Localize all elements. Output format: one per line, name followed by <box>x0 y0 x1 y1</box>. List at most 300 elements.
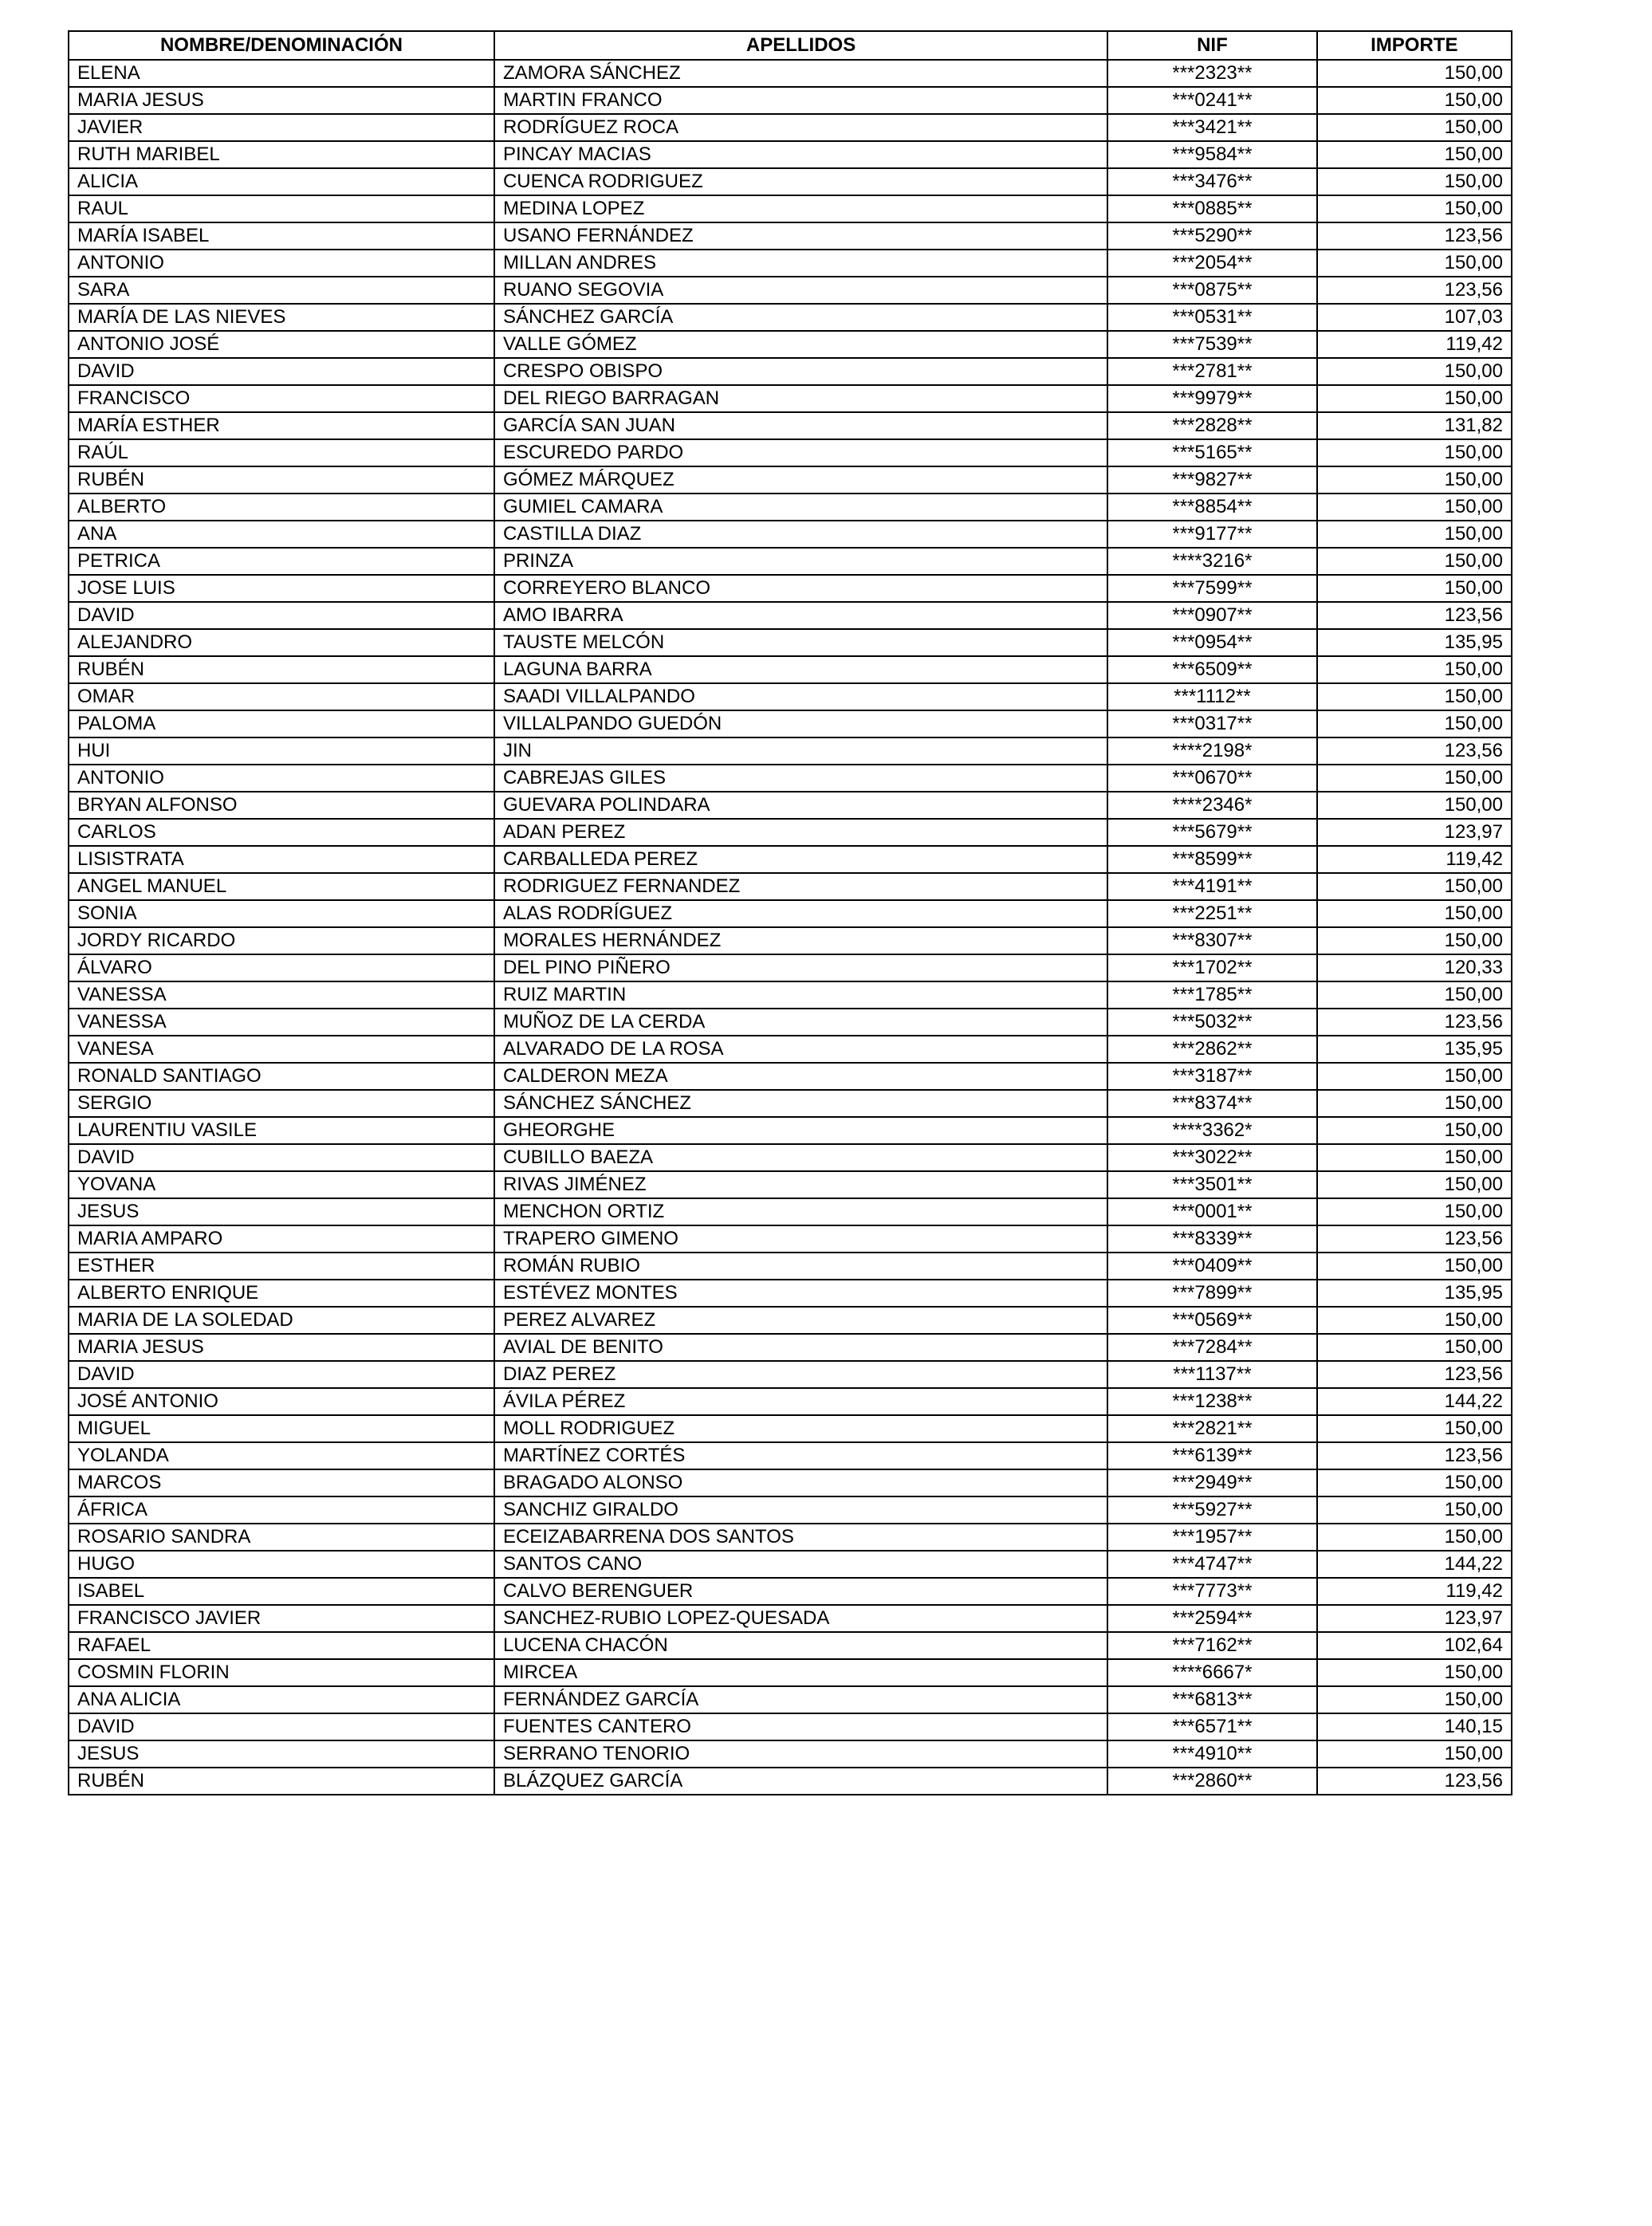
cell-apellidos: RODRIGUEZ FERNANDEZ <box>494 873 1107 900</box>
cell-importe: 123,56 <box>1317 737 1512 765</box>
cell-importe: 150,00 <box>1317 1659 1512 1686</box>
cell-nif: ***3476** <box>1107 168 1316 195</box>
cell-nombre: ALICIA <box>69 168 494 195</box>
cell-nif: ***0001** <box>1107 1198 1316 1225</box>
table-row <box>69 765 1512 792</box>
table-row <box>69 873 1512 900</box>
table-row <box>69 1198 1512 1225</box>
cell-apellidos: FERNÁNDEZ GARCÍA <box>494 1686 1107 1713</box>
table-row <box>69 1361 1512 1388</box>
cell-nombre: MARIA JESUS <box>69 87 494 114</box>
cell-importe: 123,56 <box>1317 1442 1512 1469</box>
table-header <box>69 31 1512 60</box>
cell-apellidos: ÁVILA PÉREZ <box>494 1388 1107 1415</box>
cell-nombre: YOLANDA <box>69 1442 494 1469</box>
cell-importe: 150,00 <box>1317 1198 1512 1225</box>
table-row <box>69 819 1512 846</box>
cell-apellidos: BLÁZQUEZ GARCÍA <box>494 1768 1107 1795</box>
cell-apellidos: SANCHIZ GIRALDO <box>494 1496 1107 1524</box>
table-row <box>69 846 1512 873</box>
table-row <box>69 1740 1512 1768</box>
cell-nif: ***0409** <box>1107 1253 1316 1280</box>
cell-nombre: RUBÉN <box>69 466 494 494</box>
table-row <box>69 981 1512 1009</box>
table-row <box>69 1171 1512 1198</box>
cell-importe: 150,00 <box>1317 439 1512 466</box>
table-row <box>69 737 1512 765</box>
cell-nombre: ÁFRICA <box>69 1496 494 1524</box>
cell-importe: 150,00 <box>1317 1740 1512 1768</box>
cell-importe: 150,00 <box>1317 792 1512 819</box>
cell-nombre: MARÍA DE LAS NIEVES <box>69 304 494 331</box>
table-row <box>69 602 1512 629</box>
cell-nombre: LISISTRATA <box>69 846 494 873</box>
cell-importe: 119,42 <box>1317 1578 1512 1605</box>
cell-nif: ***5032** <box>1107 1009 1316 1036</box>
cell-nombre: MIGUEL <box>69 1415 494 1442</box>
cell-apellidos: MEDINA LOPEZ <box>494 195 1107 222</box>
cell-nombre: JOSE LUIS <box>69 575 494 602</box>
table-row <box>69 1090 1512 1117</box>
cell-nif: ***2949** <box>1107 1469 1316 1496</box>
beneficiaries-table <box>68 30 1512 1795</box>
cell-importe: 150,00 <box>1317 873 1512 900</box>
cell-nif: ***6813** <box>1107 1686 1316 1713</box>
cell-importe: 123,97 <box>1317 1605 1512 1632</box>
cell-importe: 150,00 <box>1317 1253 1512 1280</box>
cell-importe: 150,00 <box>1317 60 1512 87</box>
table-row <box>69 683 1512 710</box>
table-row <box>69 954 1512 981</box>
cell-nombre: RUBÉN <box>69 656 494 683</box>
cell-apellidos: ESCUREDO PARDO <box>494 439 1107 466</box>
cell-importe: 123,56 <box>1317 602 1512 629</box>
cell-nombre: SONIA <box>69 900 494 927</box>
cell-nombre: ISABEL <box>69 1578 494 1605</box>
cell-importe: 135,95 <box>1317 1036 1512 1063</box>
cell-nombre: OMAR <box>69 683 494 710</box>
cell-importe: 150,00 <box>1317 168 1512 195</box>
cell-apellidos: ROMÁN RUBIO <box>494 1253 1107 1280</box>
cell-importe: 123,56 <box>1317 1361 1512 1388</box>
cell-apellidos: MORALES HERNÁNDEZ <box>494 927 1107 954</box>
cell-apellidos: SÁNCHEZ GARCÍA <box>494 304 1107 331</box>
cell-nif: ***1238** <box>1107 1388 1316 1415</box>
table-row <box>69 494 1512 521</box>
cell-apellidos: JIN <box>494 737 1107 765</box>
table-row <box>69 304 1512 331</box>
cell-apellidos: GUMIEL CAMARA <box>494 494 1107 521</box>
table-row <box>69 1280 1512 1307</box>
cell-nif: ***0670** <box>1107 765 1316 792</box>
cell-nombre: JESUS <box>69 1740 494 1768</box>
cell-apellidos: LUCENA CHACÓN <box>494 1632 1107 1659</box>
cell-nombre: ESTHER <box>69 1253 494 1280</box>
table-row <box>69 331 1512 358</box>
cell-importe: 150,00 <box>1317 1144 1512 1171</box>
cell-apellidos: TRAPERO GIMENO <box>494 1225 1107 1253</box>
cell-apellidos: RUANO SEGOVIA <box>494 277 1107 304</box>
cell-nombre: DAVID <box>69 602 494 629</box>
cell-nombre: PETRICA <box>69 548 494 575</box>
cell-nif: ***0907** <box>1107 602 1316 629</box>
table-body <box>69 60 1512 1795</box>
cell-apellidos: MARTIN FRANCO <box>494 87 1107 114</box>
cell-nif: ***9584** <box>1107 141 1316 168</box>
table-row <box>69 1496 1512 1524</box>
cell-nif: ***1702** <box>1107 954 1316 981</box>
cell-nif: ***1957** <box>1107 1524 1316 1551</box>
cell-apellidos: CORREYERO BLANCO <box>494 575 1107 602</box>
table-row <box>69 1686 1512 1713</box>
cell-apellidos: ALVARADO DE LA ROSA <box>494 1036 1107 1063</box>
cell-importe: 150,00 <box>1317 1334 1512 1361</box>
table-row <box>69 168 1512 195</box>
cell-importe: 150,00 <box>1317 1090 1512 1117</box>
table-row <box>69 927 1512 954</box>
cell-importe: 150,00 <box>1317 1117 1512 1144</box>
cell-apellidos: CABREJAS GILES <box>494 765 1107 792</box>
cell-nif: ***3501** <box>1107 1171 1316 1198</box>
table-row <box>69 1605 1512 1632</box>
table-row <box>69 710 1512 737</box>
cell-nif: ***2821** <box>1107 1415 1316 1442</box>
table-row <box>69 60 1512 87</box>
table-row <box>69 1442 1512 1469</box>
cell-apellidos: CASTILLA DIAZ <box>494 521 1107 548</box>
cell-nif: ****2346* <box>1107 792 1316 819</box>
header-row <box>69 31 1512 60</box>
cell-apellidos: GHEORGHE <box>494 1117 1107 1144</box>
table-row <box>69 1144 1512 1171</box>
cell-nombre: ANTONIO <box>69 765 494 792</box>
cell-nombre: MARIA AMPARO <box>69 1225 494 1253</box>
table-row <box>69 141 1512 168</box>
table-row <box>69 1009 1512 1036</box>
table-row <box>69 114 1512 141</box>
cell-importe: 135,95 <box>1317 1280 1512 1307</box>
cell-apellidos: TAUSTE MELCÓN <box>494 629 1107 656</box>
cell-nombre: BRYAN ALFONSO <box>69 792 494 819</box>
table-row <box>69 1334 1512 1361</box>
table-row <box>69 1117 1512 1144</box>
table-row <box>69 792 1512 819</box>
cell-nif: ***2781** <box>1107 358 1316 385</box>
cell-nombre: ANGEL MANUEL <box>69 873 494 900</box>
cell-importe: 150,00 <box>1317 1307 1512 1334</box>
table-row <box>69 1063 1512 1090</box>
cell-apellidos: CRESPO OBISPO <box>494 358 1107 385</box>
table-row <box>69 412 1512 439</box>
cell-nif: ***7899** <box>1107 1280 1316 1307</box>
cell-importe: 150,00 <box>1317 981 1512 1009</box>
cell-nif: ***4191** <box>1107 873 1316 900</box>
cell-apellidos: PINCAY MACIAS <box>494 141 1107 168</box>
cell-nombre: RAÚL <box>69 439 494 466</box>
cell-nif: ***1137** <box>1107 1361 1316 1388</box>
cell-nombre: YOVANA <box>69 1171 494 1198</box>
cell-importe: 150,00 <box>1317 114 1512 141</box>
cell-nif: ***2251** <box>1107 900 1316 927</box>
cell-nombre: ANTONIO JOSÉ <box>69 331 494 358</box>
cell-nif: ***8339** <box>1107 1225 1316 1253</box>
cell-importe: 150,00 <box>1317 1496 1512 1524</box>
cell-nif: ***6509** <box>1107 656 1316 683</box>
cell-importe: 123,56 <box>1317 222 1512 250</box>
cell-nif: ***7773** <box>1107 1578 1316 1605</box>
cell-nif: ***8374** <box>1107 1090 1316 1117</box>
cell-nif: ***5927** <box>1107 1496 1316 1524</box>
table-row <box>69 1036 1512 1063</box>
cell-apellidos: PEREZ ALVAREZ <box>494 1307 1107 1334</box>
cell-nombre: RUBÉN <box>69 1768 494 1795</box>
cell-apellidos: ECEIZABARRENA DOS SANTOS <box>494 1524 1107 1551</box>
cell-nif: ***5165** <box>1107 439 1316 466</box>
document-page <box>68 30 1512 1795</box>
cell-nombre: DAVID <box>69 1144 494 1171</box>
table-row <box>69 1713 1512 1740</box>
table-row <box>69 548 1512 575</box>
cell-importe: 144,22 <box>1317 1388 1512 1415</box>
cell-apellidos: RIVAS JIMÉNEZ <box>494 1171 1107 1198</box>
cell-apellidos: ZAMORA SÁNCHEZ <box>494 60 1107 87</box>
cell-apellidos: ADAN PEREZ <box>494 819 1107 846</box>
cell-importe: 150,00 <box>1317 1063 1512 1090</box>
cell-nif: ***0531** <box>1107 304 1316 331</box>
header-nif: NIF <box>1107 31 1316 60</box>
cell-nombre: HUI <box>69 737 494 765</box>
cell-nombre: DAVID <box>69 1713 494 1740</box>
cell-apellidos: MUÑOZ DE LA CERDA <box>494 1009 1107 1036</box>
cell-apellidos: CARBALLEDA PEREZ <box>494 846 1107 873</box>
cell-nombre: ROSARIO SANDRA <box>69 1524 494 1551</box>
cell-nif: ***8599** <box>1107 846 1316 873</box>
cell-nombre: ANTONIO <box>69 250 494 277</box>
cell-nombre: ANA <box>69 521 494 548</box>
cell-nombre: RONALD SANTIAGO <box>69 1063 494 1090</box>
cell-nombre: FRANCISCO <box>69 385 494 412</box>
cell-nombre: RAUL <box>69 195 494 222</box>
cell-importe: 150,00 <box>1317 1469 1512 1496</box>
cell-nombre: ALBERTO <box>69 494 494 521</box>
table-row <box>69 1632 1512 1659</box>
cell-nif: ***0875** <box>1107 277 1316 304</box>
cell-importe: 123,56 <box>1317 1225 1512 1253</box>
cell-nombre: PALOMA <box>69 710 494 737</box>
cell-nombre: HUGO <box>69 1551 494 1578</box>
cell-importe: 150,00 <box>1317 900 1512 927</box>
table-row <box>69 439 1512 466</box>
cell-importe: 119,42 <box>1317 331 1512 358</box>
cell-nombre: MARIA JESUS <box>69 1334 494 1361</box>
cell-nif: ***5679** <box>1107 819 1316 846</box>
cell-apellidos: DEL PINO PIÑERO <box>494 954 1107 981</box>
cell-nif: ***7284** <box>1107 1334 1316 1361</box>
table-row <box>69 1659 1512 1686</box>
cell-importe: 150,00 <box>1317 195 1512 222</box>
cell-apellidos: MARTÍNEZ CORTÉS <box>494 1442 1107 1469</box>
cell-nif: ***0569** <box>1107 1307 1316 1334</box>
table-row <box>69 521 1512 548</box>
cell-importe: 150,00 <box>1317 683 1512 710</box>
table-row <box>69 250 1512 277</box>
cell-nif: ***2860** <box>1107 1768 1316 1795</box>
cell-importe: 123,97 <box>1317 819 1512 846</box>
table-row <box>69 1225 1512 1253</box>
cell-apellidos: CUENCA RODRIGUEZ <box>494 168 1107 195</box>
cell-apellidos: AVIAL DE BENITO <box>494 1334 1107 1361</box>
cell-nif: ****6667* <box>1107 1659 1316 1686</box>
cell-importe: 150,00 <box>1317 1524 1512 1551</box>
cell-importe: 150,00 <box>1317 927 1512 954</box>
table-row <box>69 1524 1512 1551</box>
cell-nombre: ELENA <box>69 60 494 87</box>
cell-apellidos: PRINZA <box>494 548 1107 575</box>
cell-nif: ***2594** <box>1107 1605 1316 1632</box>
cell-nif: ***4747** <box>1107 1551 1316 1578</box>
cell-importe: 150,00 <box>1317 250 1512 277</box>
cell-apellidos: BRAGADO ALONSO <box>494 1469 1107 1496</box>
cell-importe: 119,42 <box>1317 846 1512 873</box>
cell-importe: 131,82 <box>1317 412 1512 439</box>
cell-apellidos: MILLAN ANDRES <box>494 250 1107 277</box>
cell-importe: 107,03 <box>1317 304 1512 331</box>
table-row <box>69 629 1512 656</box>
cell-nombre: CARLOS <box>69 819 494 846</box>
cell-importe: 150,00 <box>1317 1686 1512 1713</box>
cell-apellidos: CUBILLO BAEZA <box>494 1144 1107 1171</box>
cell-apellidos: ALAS RODRÍGUEZ <box>494 900 1107 927</box>
cell-nombre: JESUS <box>69 1198 494 1225</box>
cell-nif: ***7599** <box>1107 575 1316 602</box>
table-row <box>69 277 1512 304</box>
cell-importe: 150,00 <box>1317 358 1512 385</box>
cell-nif: ***2323** <box>1107 60 1316 87</box>
table-row <box>69 1551 1512 1578</box>
cell-apellidos: FUENTES CANTERO <box>494 1713 1107 1740</box>
cell-nif: ***8307** <box>1107 927 1316 954</box>
cell-nombre: JAVIER <box>69 114 494 141</box>
table-row <box>69 1469 1512 1496</box>
cell-nif: ***1112** <box>1107 683 1316 710</box>
cell-nif: ****3216* <box>1107 548 1316 575</box>
cell-nif: ***0885** <box>1107 195 1316 222</box>
cell-apellidos: DIAZ PEREZ <box>494 1361 1107 1388</box>
table-row <box>69 575 1512 602</box>
cell-importe: 150,00 <box>1317 656 1512 683</box>
cell-apellidos: MIRCEA <box>494 1659 1107 1686</box>
cell-nombre: DAVID <box>69 1361 494 1388</box>
cell-nombre: ALEJANDRO <box>69 629 494 656</box>
cell-nombre: VANESSA <box>69 1009 494 1036</box>
cell-nif: ***4910** <box>1107 1740 1316 1768</box>
table-row <box>69 1253 1512 1280</box>
cell-apellidos: DEL RIEGO BARRAGAN <box>494 385 1107 412</box>
cell-nombre: JOSÉ ANTONIO <box>69 1388 494 1415</box>
cell-nombre: MARÍA ISABEL <box>69 222 494 250</box>
cell-nif: ****2198* <box>1107 737 1316 765</box>
cell-apellidos: MOLL RODRIGUEZ <box>494 1415 1107 1442</box>
cell-importe: 150,00 <box>1317 385 1512 412</box>
table-row <box>69 1388 1512 1415</box>
cell-apellidos: RUIZ MARTIN <box>494 981 1107 1009</box>
cell-apellidos: AMO IBARRA <box>494 602 1107 629</box>
table-row <box>69 1415 1512 1442</box>
cell-nif: ***3421** <box>1107 114 1316 141</box>
table-row <box>69 656 1512 683</box>
cell-apellidos: GUEVARA POLINDARA <box>494 792 1107 819</box>
cell-apellidos: LAGUNA BARRA <box>494 656 1107 683</box>
cell-importe: 102,64 <box>1317 1632 1512 1659</box>
table-row <box>69 195 1512 222</box>
header-apellidos: APELLIDOS <box>494 31 1107 60</box>
cell-importe: 123,56 <box>1317 1009 1512 1036</box>
cell-apellidos: CALVO BERENGUER <box>494 1578 1107 1605</box>
cell-nif: ***7162** <box>1107 1632 1316 1659</box>
cell-importe: 150,00 <box>1317 710 1512 737</box>
cell-apellidos: MENCHON ORTIZ <box>494 1198 1107 1225</box>
cell-apellidos: CALDERON MEZA <box>494 1063 1107 1090</box>
cell-nif: ***2862** <box>1107 1036 1316 1063</box>
table-row <box>69 385 1512 412</box>
cell-nif: ***2828** <box>1107 412 1316 439</box>
cell-nif: ***6571** <box>1107 1713 1316 1740</box>
table-row <box>69 1578 1512 1605</box>
cell-nombre: JORDY RICARDO <box>69 927 494 954</box>
cell-nif: ***9827** <box>1107 466 1316 494</box>
cell-nif: ***3022** <box>1107 1144 1316 1171</box>
cell-apellidos: VILLALPANDO GUEDÓN <box>494 710 1107 737</box>
cell-nif: ***3187** <box>1107 1063 1316 1090</box>
cell-nif: ***6139** <box>1107 1442 1316 1469</box>
cell-nif: ***7539** <box>1107 331 1316 358</box>
cell-importe: 120,33 <box>1317 954 1512 981</box>
cell-nif: ***0954** <box>1107 629 1316 656</box>
cell-nif: ***0241** <box>1107 87 1316 114</box>
table-row <box>69 466 1512 494</box>
cell-importe: 150,00 <box>1317 765 1512 792</box>
cell-nif: ***8854** <box>1107 494 1316 521</box>
cell-nombre: VANESSA <box>69 981 494 1009</box>
cell-apellidos: RODRÍGUEZ ROCA <box>494 114 1107 141</box>
cell-nombre: VANESA <box>69 1036 494 1063</box>
cell-importe: 150,00 <box>1317 521 1512 548</box>
cell-nif: ***5290** <box>1107 222 1316 250</box>
cell-nombre: DAVID <box>69 358 494 385</box>
table-row <box>69 358 1512 385</box>
cell-importe: 123,56 <box>1317 1768 1512 1795</box>
table-row <box>69 1307 1512 1334</box>
cell-nif: ***1785** <box>1107 981 1316 1009</box>
cell-importe: 135,95 <box>1317 629 1512 656</box>
header-importe: IMPORTE <box>1317 31 1512 60</box>
cell-importe: 150,00 <box>1317 494 1512 521</box>
cell-importe: 144,22 <box>1317 1551 1512 1578</box>
cell-nombre: FRANCISCO JAVIER <box>69 1605 494 1632</box>
header-nombre: NOMBRE/DENOMINACIÓN <box>69 31 494 60</box>
cell-nif: ***2054** <box>1107 250 1316 277</box>
cell-nombre: ANA ALICIA <box>69 1686 494 1713</box>
cell-importe: 150,00 <box>1317 548 1512 575</box>
cell-importe: 150,00 <box>1317 1171 1512 1198</box>
table-row <box>69 900 1512 927</box>
cell-apellidos: VALLE GÓMEZ <box>494 331 1107 358</box>
cell-nombre: LAURENTIU VASILE <box>69 1117 494 1144</box>
cell-nombre: RAFAEL <box>69 1632 494 1659</box>
cell-apellidos: USANO FERNÁNDEZ <box>494 222 1107 250</box>
cell-apellidos: SAADI VILLALPANDO <box>494 683 1107 710</box>
cell-nif: ***9979** <box>1107 385 1316 412</box>
